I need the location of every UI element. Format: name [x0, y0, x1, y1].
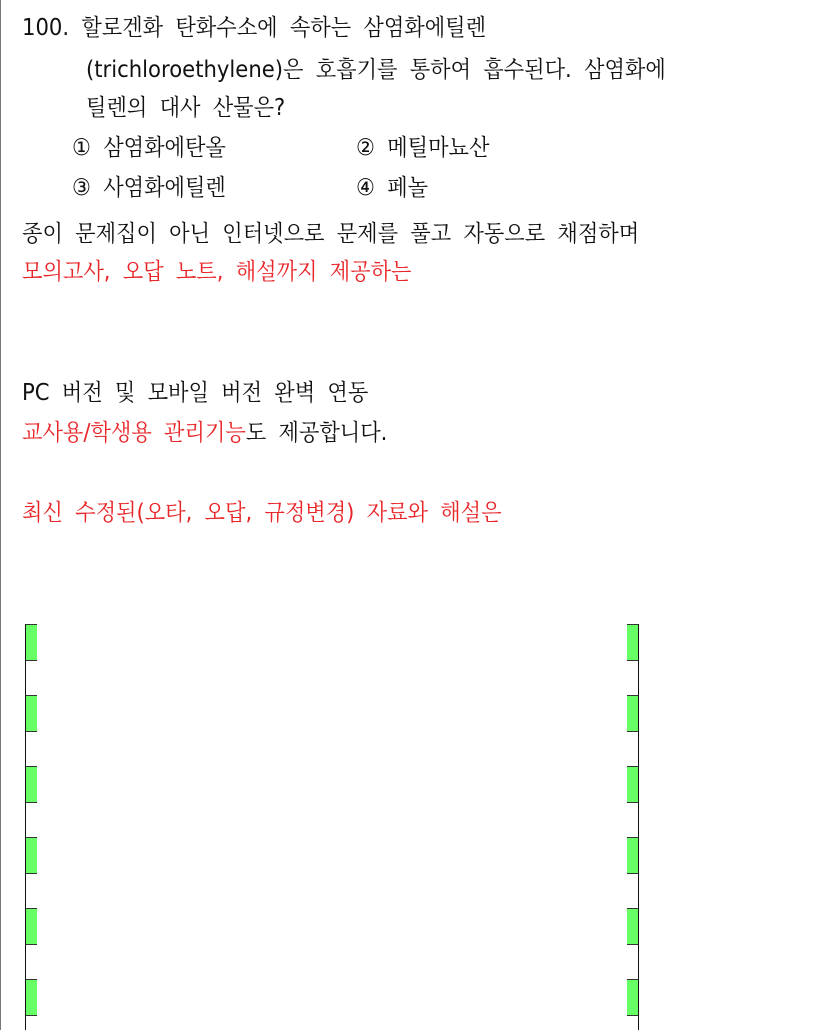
option-2 [356, 133, 489, 163]
green-marker [627, 837, 638, 874]
option-text: 페놀 [387, 175, 429, 201]
option-mark: ② [356, 135, 375, 161]
green-marker [26, 979, 37, 1016]
left-frame-line [25, 624, 26, 1030]
option-text: 사염화에틸렌 [103, 175, 226, 201]
option-1 [72, 133, 226, 163]
question-line-1: 100. 할로겐화 탄화수소에 속하는 삼염화에틸렌 [22, 15, 487, 41]
right-frame-line [638, 624, 639, 1030]
green-marker [627, 908, 638, 945]
green-marker [627, 979, 638, 1016]
promo-highlight: 교사용/학생용 관리기능 [22, 420, 246, 446]
option-text: 삼염화에탄올 [103, 135, 226, 161]
page-left-border [0, 0, 1, 1030]
option-mark: ① [72, 135, 91, 161]
green-marker [26, 695, 37, 732]
promo-line-3: PC 버전 및 모바일 버전 완벽 연동 [22, 380, 369, 406]
option-4 [356, 173, 428, 203]
green-marker [26, 837, 37, 874]
promo-line-2: 모의고사, 오답 노트, 해설까지 제공하는 [22, 259, 412, 285]
promo-line-5: 최신 수정된(오타, 오답, 규정변경) 자료와 해설은 [22, 500, 502, 526]
promo-line-1: 종이 문제집이 아닌 인터넷으로 문제를 풀고 자동으로 채점하며 [22, 221, 640, 247]
question-line-2: (trichloroethylene)은 호흡기를 통하여 흡수된다. 삼염화에 [86, 57, 666, 83]
option-3 [72, 173, 226, 203]
green-marker [627, 695, 638, 732]
option-text: 메틸마뇨산 [387, 135, 490, 161]
option-mark: ④ [356, 175, 375, 201]
green-marker [627, 624, 638, 661]
promo-rest: 도 제공합니다. [245, 420, 388, 446]
green-marker [26, 766, 37, 803]
green-marker [26, 624, 37, 661]
green-marker [26, 908, 37, 945]
question-line-3: 틸렌의 대사 산물은? [86, 95, 286, 121]
option-mark: ③ [72, 175, 91, 201]
promo-line-4 [22, 418, 387, 448]
green-marker [627, 766, 638, 803]
